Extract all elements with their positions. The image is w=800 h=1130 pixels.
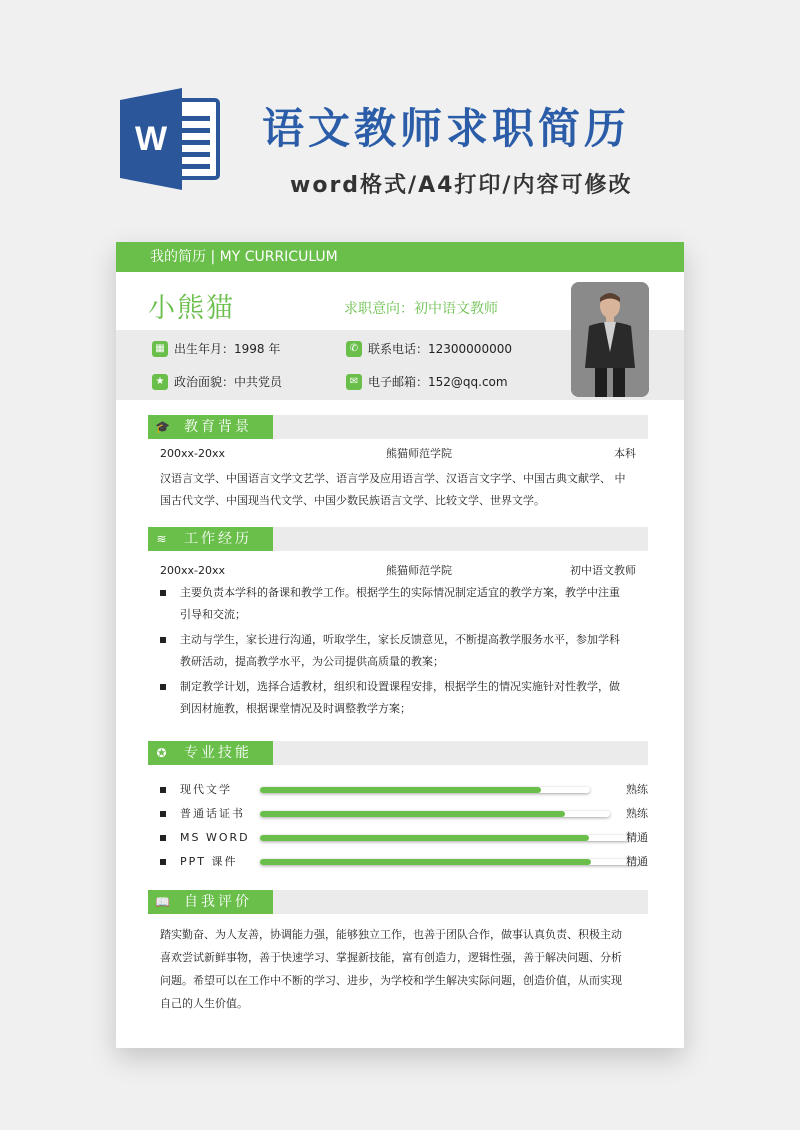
skill-name: 普通话证书 xyxy=(180,807,245,820)
skill-progress-fill xyxy=(260,859,591,865)
banner-title: 语文教师求职简历 xyxy=(262,104,631,153)
bullet-icon xyxy=(160,637,166,643)
skill-level: 精通 xyxy=(626,855,648,868)
work-duty-text xyxy=(180,629,648,673)
self-eval-line1: 踏实勤奋、为人友善，协调能力强，能够独立工作，也善于团队合作，做事认真负责、积极主动 xyxy=(160,928,622,941)
work-duty-line1: 主要负责本学科的备课和教学工作。根据学生的实际情况制定适宜的教学方案，教学中注重 xyxy=(180,586,620,599)
skill-progress-fill xyxy=(260,811,565,817)
email-icon: ✉ xyxy=(346,374,362,390)
bullet-icon xyxy=(160,684,166,690)
self-eval-section-tag xyxy=(148,890,273,914)
education-degree: 本科 xyxy=(614,447,636,460)
work-period: 200xx-20xx xyxy=(160,564,226,577)
education-section-tag xyxy=(148,415,273,439)
work-section-tag xyxy=(148,527,273,551)
skill-level: 精通 xyxy=(626,831,648,844)
book-icon: 📖 xyxy=(155,895,173,909)
bullet-icon xyxy=(160,787,166,793)
bullet-icon xyxy=(160,590,166,596)
info-phone xyxy=(346,340,512,357)
candidate-photo xyxy=(571,282,649,397)
skill-progress-bar xyxy=(260,811,610,817)
work-duty-line2: 引导和交流； xyxy=(180,608,246,621)
calendar-icon: ▦ xyxy=(152,341,168,357)
info-political xyxy=(152,373,282,390)
skill-level: 熟练 xyxy=(626,783,648,796)
bullet-icon xyxy=(160,835,166,841)
education-period: 200xx-20xx xyxy=(160,447,226,460)
work-section-bar xyxy=(148,527,648,551)
banner-subtitle: word格式/A4打印/内容可修改 xyxy=(290,173,633,198)
skill-name: PPT 课件 xyxy=(180,855,238,868)
work-school: 熊猫师范学院 xyxy=(386,564,452,577)
bullet-icon xyxy=(160,811,166,817)
work-position: 初中语文教师 xyxy=(570,564,636,577)
skill-name: MS WORD xyxy=(180,831,250,844)
skill-progress-bar xyxy=(260,859,640,865)
self-eval-section-title: 自我评价 xyxy=(184,894,252,910)
graduation-cap-icon: 🎓 xyxy=(155,420,173,434)
info-birth xyxy=(152,340,280,357)
work-duty-item xyxy=(160,582,648,626)
work-duty-text xyxy=(180,582,648,626)
work-section-title: 工作经历 xyxy=(184,531,252,547)
info-email xyxy=(346,373,508,390)
resume-sheet xyxy=(116,242,684,1048)
job-intent: 求职意向：初中语文教师 xyxy=(344,301,498,317)
skill-progress-fill xyxy=(260,835,589,841)
skill-progress-fill xyxy=(260,787,541,793)
work-duty-line1: 制定教学计划，选择合适教材，组织和设置课程安排，根据学生的情况实施针对性教学，做 xyxy=(180,680,620,693)
education-school: 熊猫师范学院 xyxy=(386,447,452,460)
skill-row xyxy=(160,779,648,801)
word-document-icon xyxy=(118,86,224,192)
info-political-text: 政治面貌：中共党员 xyxy=(174,375,283,389)
layers-icon: ≋ xyxy=(156,532,170,546)
skills-section-tag xyxy=(148,741,273,765)
skill-row xyxy=(160,827,648,849)
self-eval-line4: 自己的人生价值。 xyxy=(160,997,248,1010)
resume-header-bar xyxy=(116,242,684,272)
skill-level: 熟练 xyxy=(626,807,648,820)
education-section-bar xyxy=(148,415,648,439)
education-courses-line1: 汉语言文学、中国语言文学文艺学、语言学及应用语言学、汉语言文字学、中国古典文献学、 中 xyxy=(160,472,626,485)
info-birth-text: 出生年月：1998 年 xyxy=(174,342,281,356)
info-phone-text: 联系电话：12300000000 xyxy=(368,342,512,356)
skill-progress-bar xyxy=(260,787,590,793)
bullet-icon xyxy=(160,859,166,865)
self-eval-line3: 问题。希望可以在工作中不断的学习、进步，为学校和学生解决实际问题，创造价值，从而实现 xyxy=(160,974,622,987)
work-duty-line2: 到因材施教，根据课堂情况及时调整教学方案； xyxy=(180,702,411,715)
resume-header-label: 我的简历 | MY CURRICULUM xyxy=(150,249,338,265)
self-eval-section-bar xyxy=(148,890,648,914)
work-duty-line1: 主动与学生，家长进行沟通，听取学生，家长反馈意见，不断提高教学服务水平，参加学科 xyxy=(180,633,620,646)
work-duty-line2: 教研活动，提高教学水平，为公司提供高质量的教案； xyxy=(180,655,444,668)
education-section-title: 教育背景 xyxy=(184,419,252,435)
skill-row xyxy=(160,803,648,825)
skill-progress-bar xyxy=(260,835,630,841)
award-icon: ✪ xyxy=(156,746,170,760)
self-eval-line2: 喜欢尝试新鲜事物，善于快速学习、掌握新技能，富有创造力，逻辑性强，善于解决问题、分析 xyxy=(160,951,622,964)
education-row xyxy=(160,443,636,465)
skills-section-title: 专业技能 xyxy=(184,745,252,761)
work-duty-text xyxy=(180,676,648,720)
work-row xyxy=(160,560,636,582)
work-duty-item xyxy=(160,676,648,720)
education-courses-line2: 国古代文学、中国现当代文学、中国少数民族语言文学、比较文学、世界文学。 xyxy=(160,494,545,507)
skill-name: 现代文学 xyxy=(180,783,232,796)
phone-icon: ✆ xyxy=(346,341,362,357)
skill-row xyxy=(160,851,648,873)
svg-text:W: W xyxy=(134,120,168,158)
skills-section-bar xyxy=(148,741,648,765)
star-icon: ★ xyxy=(152,374,168,390)
info-email-text: 电子邮箱：152@qq.com xyxy=(368,375,508,389)
candidate-name: 小熊猫 xyxy=(148,293,235,324)
work-duty-item xyxy=(160,629,648,673)
